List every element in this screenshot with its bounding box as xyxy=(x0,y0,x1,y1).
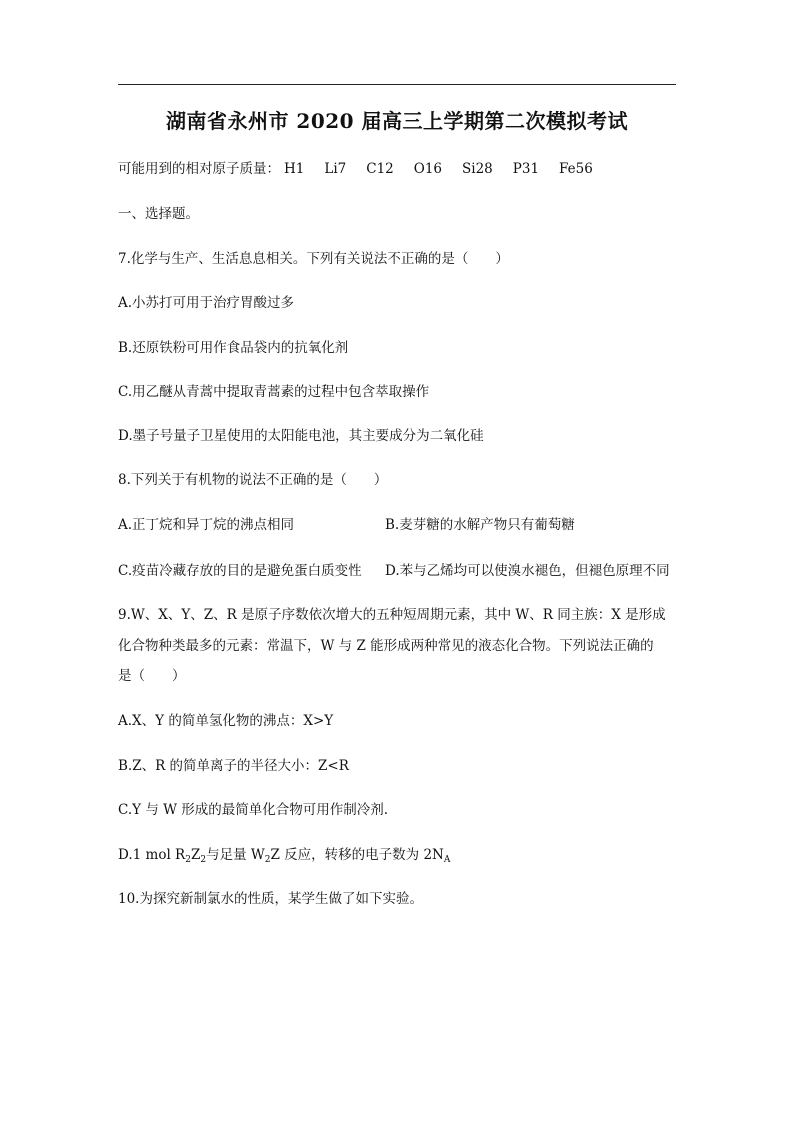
mass-c: C12 xyxy=(366,161,394,177)
q9-stem-line3: 是（ ） xyxy=(118,668,186,684)
q9-d-mid: 与足量 W xyxy=(206,847,265,863)
q9-d-sub4: A xyxy=(443,855,451,865)
mass-o: O16 xyxy=(413,161,443,177)
header-rule xyxy=(118,84,676,85)
q8-option-b: B.麦芽糖的水解产物只有葡萄糖 xyxy=(385,517,575,533)
q9-d-sub1: 2 xyxy=(185,855,191,865)
q9-option-b: B.Z、R 的简单离子的半径大小：Z<R xyxy=(118,758,349,774)
mass-li: Li7 xyxy=(324,161,347,177)
q9-stem-line2: 化合物种类最多的元素：常温下，W 与 Z 能形成两种常见的液态化合物。下列说法正确的 xyxy=(118,638,654,654)
page-title: 湖南省永州市 2020 届高三上学期第二次模拟考试 xyxy=(165,109,629,133)
mass-p: P31 xyxy=(512,161,540,177)
q9-d-z: Z xyxy=(190,847,201,863)
mass-h: H1 xyxy=(284,161,305,177)
q8-stem: 8.下列关于有机物的说法不正确的是（ ） xyxy=(118,472,388,488)
q7-option-d: D.墨子号量子卫星使用的太阳能电池，其主要成分为二氧化硅 xyxy=(118,428,484,444)
q10-stem: 10.为探究新制氯水的性质，某学生做了如下实验。 xyxy=(118,891,423,907)
q9-d-sub2: 2 xyxy=(200,855,207,865)
q9-option-a: A.X、Y 的简单氢化物的沸点：X>Y xyxy=(118,713,334,729)
q8-option-d: D.苯与乙烯均可以使溴水褪色，但褪色原理不同 xyxy=(385,563,670,579)
q7-stem: 7.化学与生产、生活息息相关。下列有关说法不正确的是（ ） xyxy=(118,251,509,267)
q9-d-mid2: Z 反应，转移的电子数为 2N xyxy=(270,847,444,863)
section-heading: 一、选择题。 xyxy=(118,206,199,222)
q9-d-sub3: 2 xyxy=(264,855,271,865)
q9-option-c: C.Y 与 W 形成的最简单化合物可用作制冷剂. xyxy=(118,802,389,818)
atomic-masses-label: 可能用到的相对原子质量： xyxy=(118,161,280,177)
q9-stem-line1: 9.W、X、Y、Z、R 是原子序数依次增大的五种短周期元素，其中 W、R 同主族：X 是形成 xyxy=(118,607,666,623)
q9-option-d xyxy=(118,846,450,869)
atomic-masses-line xyxy=(118,160,613,178)
q8-option-c: C.疫苗冷藏存放的目的是避免蛋白质变性 xyxy=(118,563,362,579)
mass-si: Si28 xyxy=(462,161,493,177)
q7-option-c: C.用乙醚从青蒿中提取青蒿素的过程中包含萃取操作 xyxy=(118,384,430,400)
mass-fe: Fe56 xyxy=(559,161,593,177)
q9-d-prefix: D.1 mol R xyxy=(118,847,186,863)
q7-option-a: A.小苏打可用于治疗胃酸过多 xyxy=(118,295,295,311)
q7-option-b: B.还原铁粉可用作食品袋内的抗氧化剂 xyxy=(118,340,349,356)
q8-option-a: A.正丁烷和异丁烷的沸点相同 xyxy=(118,517,295,533)
